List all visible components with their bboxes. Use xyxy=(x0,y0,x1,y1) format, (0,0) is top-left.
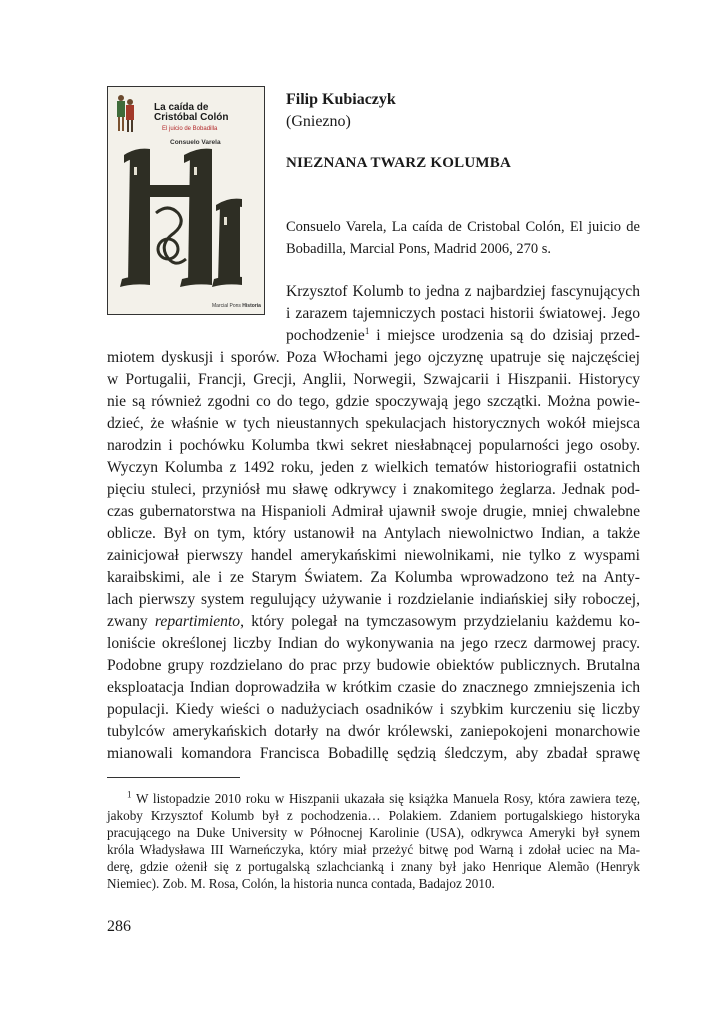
body-line: miotem dyskusji i sporów. Poza Włochami jego ojczyznę upatruje się najczęściej xyxy=(107,349,640,366)
footnote-marker: 1 xyxy=(127,789,132,800)
body-line: pięciu stuleci, przyniósł mu sławę odkrywcy i znakomitego żeglarza. Jednak pod- xyxy=(107,481,640,498)
term-repartimiento: repartimiento xyxy=(154,613,241,630)
body-line: karaibskimi, ale i ze Starym Światem. Za Kolumba wprowadzono też na Anty- xyxy=(107,569,640,586)
cover-gothic-letters xyxy=(116,147,258,287)
author-name: Filip Kubiaczyk xyxy=(286,91,396,108)
footnote-line: jakoby Krzysztof Kolumb był z pochodzenia… Polakiem. Zdaniem portugalskiego historyka xyxy=(107,808,640,823)
body-line-part: , który polegał na tymczasowym przydzielaniu każdemu ko- xyxy=(240,613,640,630)
bibliographic-reference xyxy=(286,216,640,260)
footnote-line: pracującego na Duke University w Północnej Karolinie (USA), odkrywca Ameryki był synem xyxy=(107,825,640,840)
body-line: narodzin i pochówku Kolumba tkwi sekret niesłabnącej popularności jego osoby. xyxy=(107,437,640,454)
footnote-reference: 1 xyxy=(364,325,370,336)
body-line: nie są również zgodni co do tego, gdzie spoczywają jego szczątki. Można powie- xyxy=(107,393,640,410)
body-line: eksploatacja Indian doprowadziła w krótkim czasie do znacznego zmniejszenia ich xyxy=(107,679,640,696)
body-line: Podobne grupy rozdzielano do prac przy budowie obiektów publicznych. Brutalna xyxy=(107,657,640,674)
cover-title xyxy=(154,103,228,123)
bib-line: Consuelo Varela, La caída de Cristobal Colón, El juicio de xyxy=(286,219,640,235)
footnote-line: derę, gdzie ożenił się z portugalską szlachcianką i znany był jako Henrique Alemão (Henryk xyxy=(107,859,640,874)
footnote-line: króla Władysława III Warneńczyka, który miał przeżyć bitwę pod Warną i zdołał uciec na Ma- xyxy=(107,842,640,857)
body-line: zainicjował pierwszy handel amerykańskimi niewolnikami, nie tylko z wyspami xyxy=(107,547,640,564)
cover-publisher-bold: Historia xyxy=(242,303,261,309)
cover-figures-illustration xyxy=(114,93,136,135)
cover-title-line1: La caída de xyxy=(154,102,209,113)
body-line-part: zwany xyxy=(107,613,155,630)
cover-subtitle: El juicio de Bobadilla xyxy=(162,126,218,132)
page-number: 286 xyxy=(107,918,131,935)
body-line xyxy=(286,325,640,347)
body-line-part: pochodzenie xyxy=(286,327,365,344)
body-line: loniście określonej liczby Indian do wykonywania na jego rzecz darmowej pracy. xyxy=(107,635,640,652)
body-line xyxy=(107,611,640,633)
body-line: czas gubernatorstwa na Hispanioli Admirał ujawnił swoje drugie, mniej chwalebne xyxy=(107,503,640,520)
body-line: lach pierwszy system regulujący używanie i rozdzielanie indiańskiej siły roboczej, xyxy=(107,591,640,608)
book-cover xyxy=(107,86,265,315)
footnote-line xyxy=(107,790,640,807)
cover-title-line2: Cristóbal Colón xyxy=(154,112,229,123)
bib-line: Bobadilla, Marcial Pons, Madrid 2006, 270 s. xyxy=(286,241,552,257)
author-city: (Gniezno) xyxy=(286,113,351,130)
body-line: mianowali komandora Francisca Bobadillę sędzią śledczym, aby zbadał sprawę xyxy=(107,745,640,762)
cover-author: Consuelo Varela xyxy=(170,139,221,146)
article-title: NIEZNANA TWARZ KOLUMBA xyxy=(286,155,511,171)
footnote-separator xyxy=(107,777,240,778)
body-line: Krzysztof Kolumb to jedna z najbardziej fascynujących xyxy=(286,283,640,300)
body-paragraph-top xyxy=(286,281,640,347)
footnote xyxy=(107,790,640,892)
cover-publisher xyxy=(212,303,261,309)
body-line: i zarazem tajemniczych postaci historii światowej. Jego xyxy=(286,305,640,322)
body-line: oblicze. Był on tym, który ustanowił na Antylach niewolnictwo Indian, a także xyxy=(107,525,640,542)
body-line: Wyczyn Kolumba z 1492 roku, jeden z wielkich tematów historiografii ostatnich xyxy=(107,459,640,476)
body-paragraph-main xyxy=(107,347,640,765)
footnote-line: Niemiec). Zob. M. Rosa, Colón, la historia nunca contada, Badajoz 2010. xyxy=(107,876,495,891)
body-line-part: i miejsce urodzenia są do dzisiaj przed- xyxy=(369,327,640,344)
footnote-text: W listopadzie 2010 roku w Hiszpanii ukazała się książka Manuela Rosy, która zawiera tezę, xyxy=(131,791,640,806)
body-line: tubylców amerykańskich dotarły na dwór królewski, zaniepokojeni monarchowie xyxy=(107,723,640,740)
body-line: populacji. Kiedy wieści o nadużyciach osadników i szybkim kurczeniu się liczby xyxy=(107,701,640,718)
body-line: w Portugalii, Francji, Grecji, Anglii, Norwegii, Szwajcarii i Hiszpanii. Historycy xyxy=(107,371,640,388)
body-line: dzieć, że właśnie w tych nieustannych spekulacjach historycznych wokół miejsca xyxy=(107,415,640,432)
cover-publisher-plain: Marcial Pons xyxy=(212,303,241,309)
